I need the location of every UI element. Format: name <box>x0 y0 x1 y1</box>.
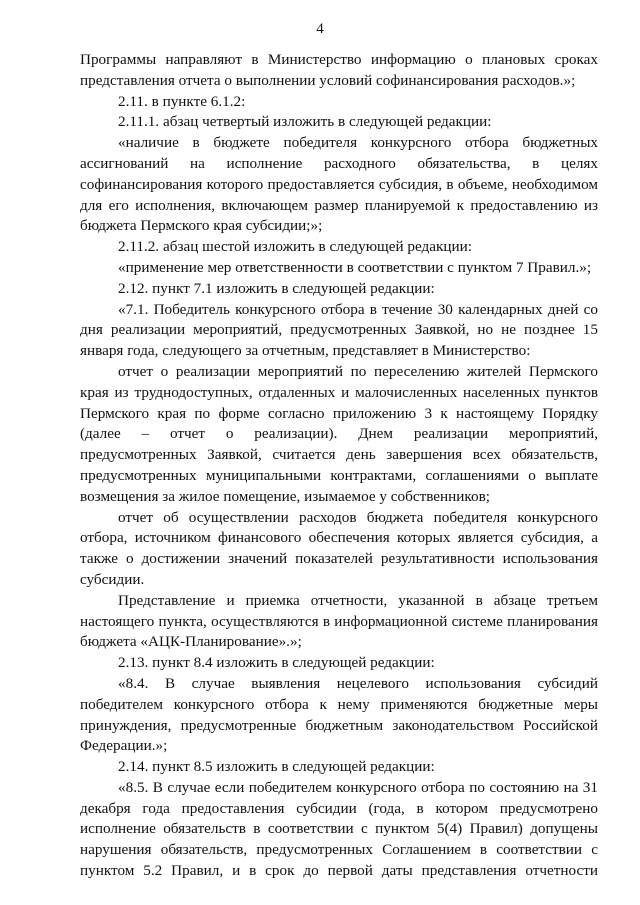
paragraph-p10: отчет об осуществлении расходов бюджета победителя конкурсного отбора, источником финансового обеспечения которых является субсидия, а также о достижении значений показателей результативности использования субсидии. <box>80 508 598 588</box>
paragraph-p15: «8.5. В случае если победителем конкурсного отбора по состоянию на 31 декабря года предоставления субсидии (года, в котором предусмотрено исполнение обязательств в соответствии с пунктом 5(4) Правил) допущены нарушения обязательств, предусмотренных Соглашением в соответствии с пунктом 5.2 Правил, и в срок до первой даты представления отчетности <box>80 778 598 880</box>
paragraph-p12: 2.13. пункт 8.4 изложить в следующей редакции: <box>118 654 435 672</box>
paragraph-p7: 2.12. пункт 7.1 изложить в следующей редакции: <box>118 279 435 297</box>
paragraph-p5: 2.11.2. абзац шестой изложить в следующей редакции: <box>118 238 472 256</box>
paragraph-p13: «8.4. В случае выявления нецелевого использования субсидий победителем конкурсного отбора к нему применяются бюджетные меры принуждения, предусмотренные бюджетным законодательством Российской Федерации.»; <box>80 674 598 755</box>
paragraph-p11: Представление и приемка отчетности, указанной в абзаце третьем настоящего пункта, осуществляются в информационной системе планирования бюджета «АЦК-Планирование».»; <box>80 591 598 651</box>
paragraph-p4: «наличие в бюджете победителя конкурсного отбора бюджетных ассигнований на исполнение расходного обязательства, в целях софинансирования которого предоставляется субсидия, в объеме, необходимом для его исполнения, включающем размер планируемой к предоставлению из бюджета Пермского края субсидии;»; <box>80 134 598 235</box>
paragraph-p6: «применение мер ответственности в соответствии с пунктом 7 Правил.»; <box>118 258 592 276</box>
page-number: 4 <box>316 21 324 37</box>
document-body <box>80 50 598 882</box>
paragraph-p9: отчет о реализации мероприятий по переселению жителей Пермского края из труднодоступных, отдаленных и малочисленных населенных пунктов Пермского края по форме согласно приложению 3 к настоящему Порядку (далее – отчет о реализации). Днем реализации мероприятий, предусмотренных Заявкой, считается день завершения всех обязательств, предусмотренных муниципальными контрактами, соглашениями о выплате возмещения за жилое помещение, изымаемое у собственников; <box>80 362 598 505</box>
paragraph-p1: Программы направляют в Министерство информацию о плановых сроках представления отчета о выполнении условий софинансирования расходов.»; <box>80 51 598 89</box>
paragraph-p3: 2.11.1. абзац четвертый изложить в следующей редакции: <box>118 113 492 131</box>
paragraph-p2: 2.11. в пункте 6.1.2: <box>118 92 246 110</box>
paragraph-p14: 2.14. пункт 8.5 изложить в следующей редакции: <box>118 758 435 776</box>
paragraph-p8: «7.1. Победитель конкурсного отбора в течение 30 календарных дней со дня реализации мероприятий, предусмотренных Заявкой, но не позднее 15 января года, следующего за отчетным, представляет в Министерство: <box>80 300 598 360</box>
